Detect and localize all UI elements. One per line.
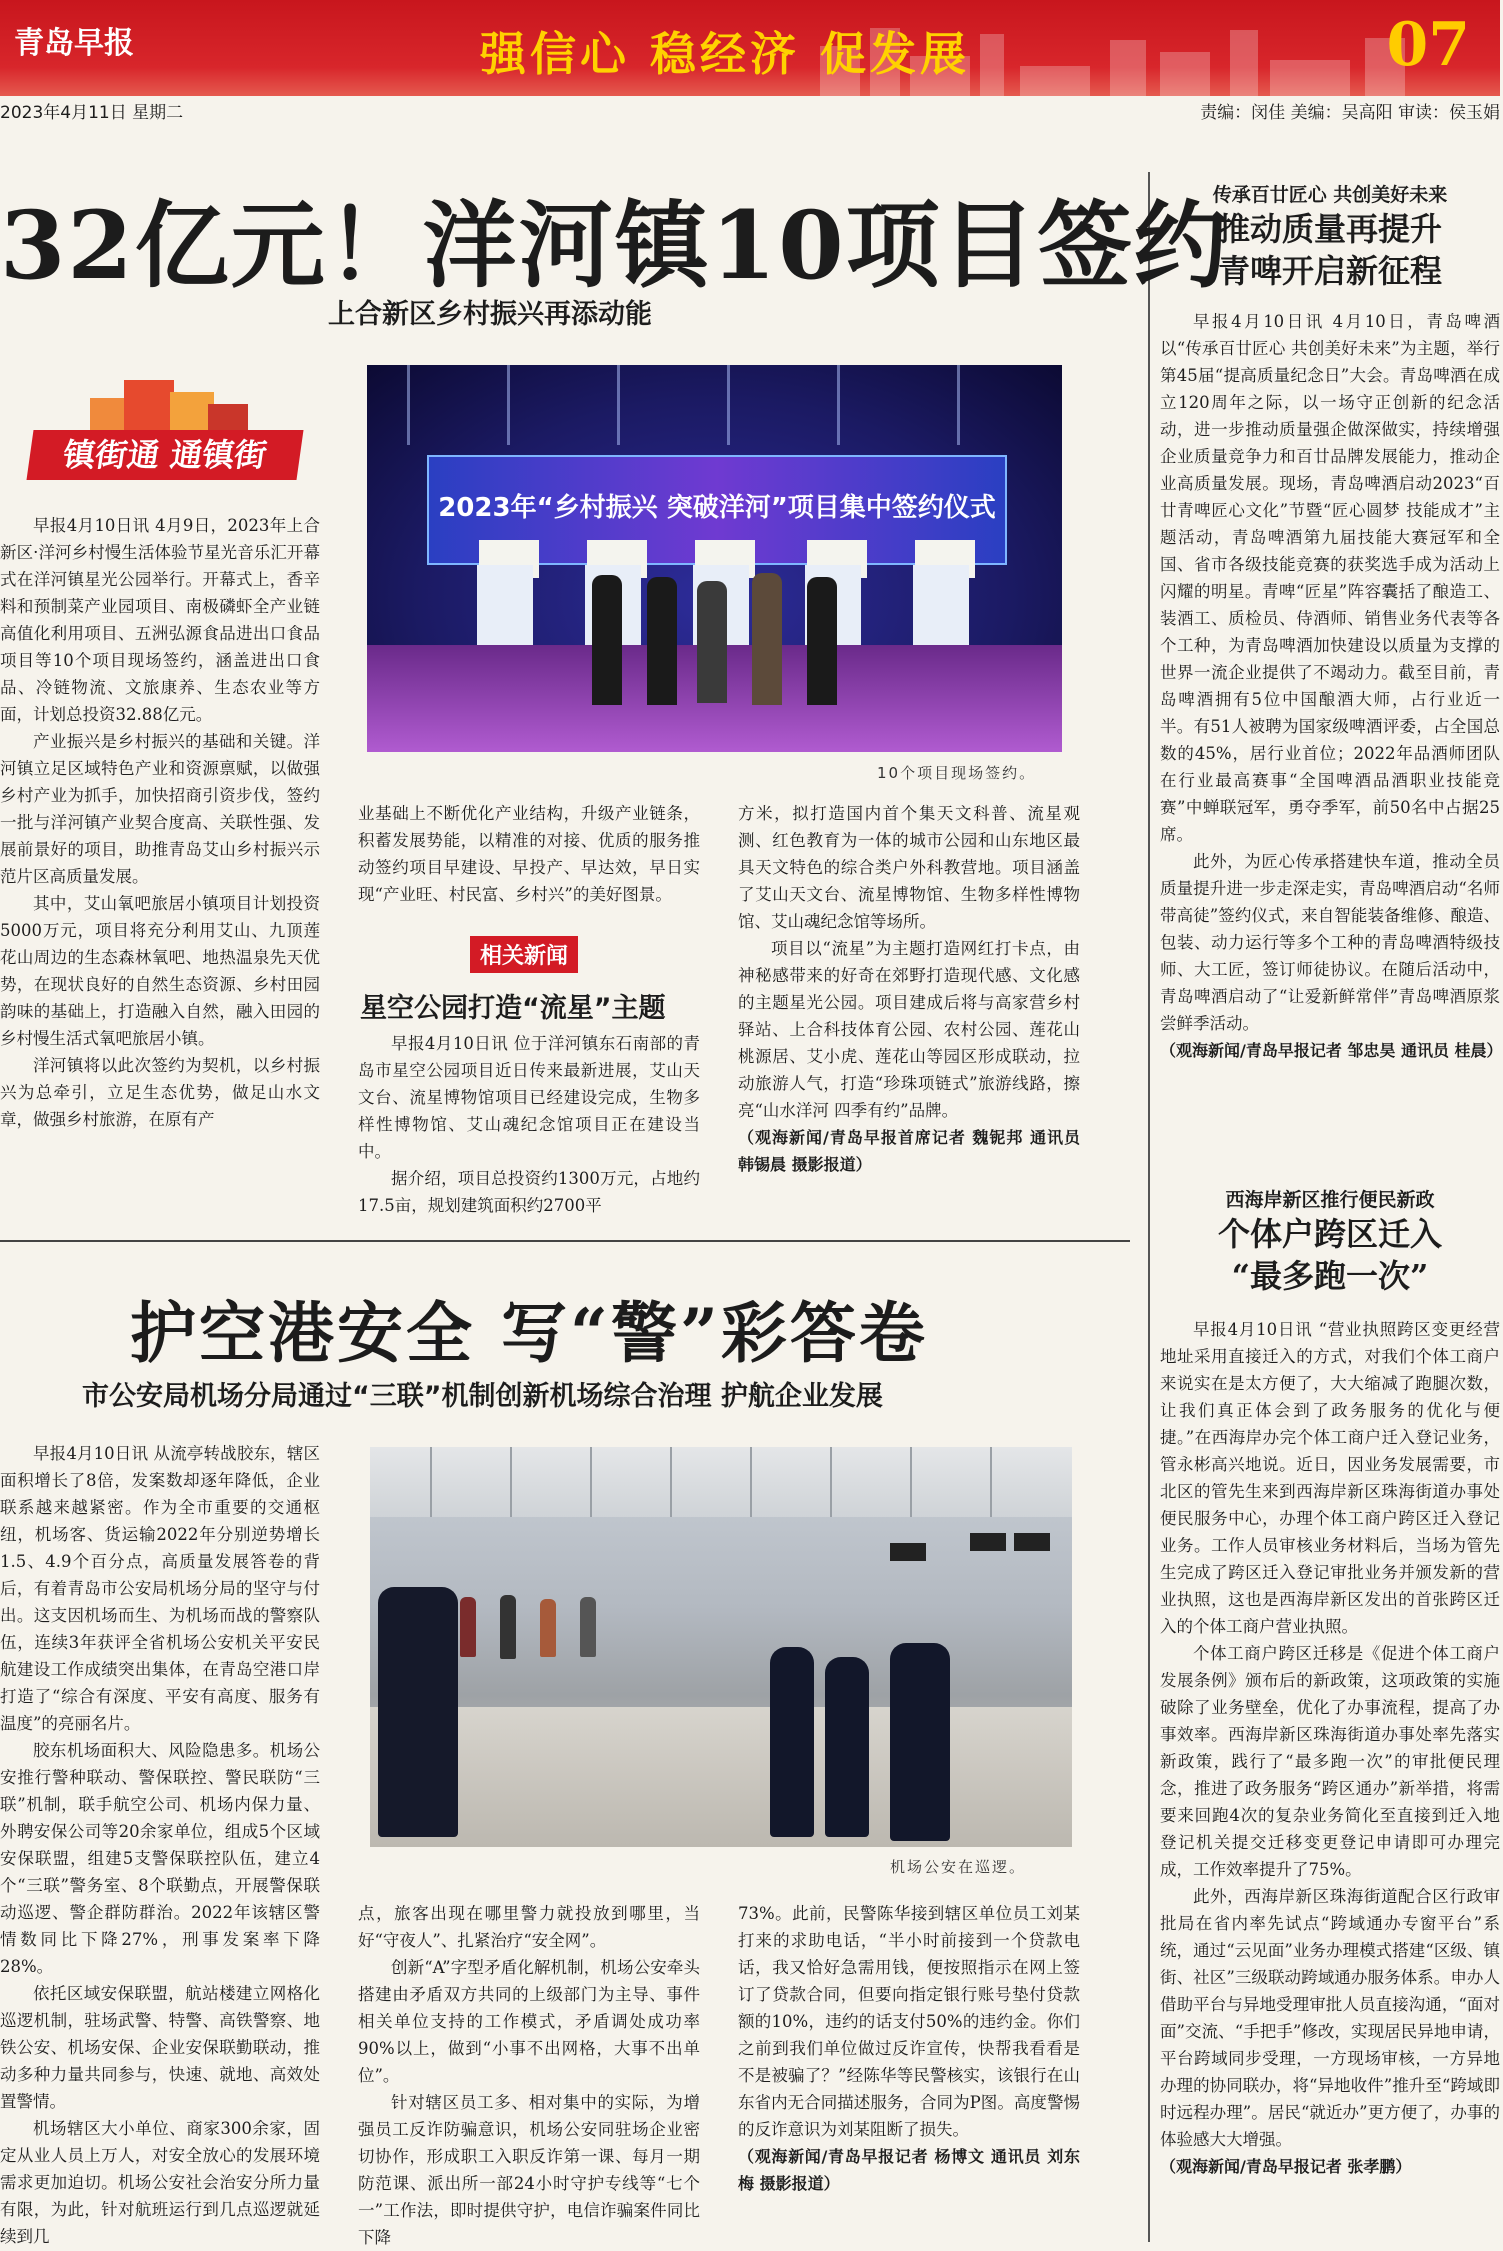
story2-para: 早报4月10日讯 从流亭转战胶东，辖区面积增长了8倍，发案数却逐年降低，企业联系越来越紧密。作为全市重要的交通枢纽，机场客、货运输2022年分别逆势增长1.5、4.9个百分点，高质量发展答卷的背后，有着青岛市公安局机场分局的坚守与付出。这支因机场而生、为机场而战的警察队伍，连续3年获评全省机场公安机关平安民航建设工作成绩突出集体，在青岛空港口岸打造了“综合有深度、平安有高度、服务有温度”的亮丽名片。	[0, 1444, 320, 1733]
story2-para: 针对辖区员工多、相对集中的实际，为增强员工反诈防骗意识，机场公安同驻场企业密切协作，形成职工入职反诈第一课、每月一期防范课、派出所一部24小时守护专线等“七个一”工作法，即时提供守护，电信诈骗案件同比下降	[358, 2093, 700, 2247]
column-divider	[1148, 172, 1150, 2242]
page-slogan: 强信心 稳经济 促发展	[480, 27, 971, 81]
sidebar1-body	[1160, 308, 1503, 1138]
paper-logo: 青岛早报	[14, 26, 134, 61]
related-para: 早报4月10日讯 位于洋河镇东石南部的青岛市星空公园项目近日传来最新进展，艾山天文台、流星博物馆项目已经建设完成，生物多样性博物馆、艾山魂纪念馆项目正在建设当中。	[358, 1034, 700, 1161]
story2-column-1	[0, 1440, 320, 2246]
story1-para: 早报4月10日讯 4月9日，2023年上合新区·洋河乡村慢生活体验节星光音乐汇开幕式在洋河镇星光公园举行。开幕式上，香辛料和预制菜产业园项目、南极磷虾全产业链高值化利用项目、五洲弘源食品进出口食品项目等10个项目现场签约，涵盖进出口食品、冷链物流、文旅康养、生态农业等方面，计划总投资32.88亿元。	[0, 516, 320, 724]
houses-icon	[90, 372, 250, 432]
story1-para: 其中，艾山氧吧旅居小镇项目计划投资5000万元，项目将充分利用艾山、九顶莲花山周边的生态森林氧吧、地热温泉先天优势，在现状良好的自然生态资源、乡村田园韵味的基础上，打造融入自然，融入田园的乡村慢生活式氧吧旅居小镇。	[0, 894, 320, 1048]
photo2-caption: 机场公安在巡逻。	[890, 1858, 1027, 1876]
stage-screen-text: 2023年“乡村振兴 突破洋河”项目集中签约仪式	[438, 493, 996, 523]
story1-para: 项目以“流星”为主题打造网红打卡点，由神秘感带来的好奇在郊野打造现代感、文化感的主题星光公园。项目建成后将与高家营乡村驿站、上合科技体育公园、农村公园、莲花山桃源居、艾小虎、莲花山等园区形成联动，拉动旅游人气，打造“珍珠项链式”旅游线路，擦亮“山水洋河 四季有约”品牌。	[738, 939, 1080, 1120]
sidebar2-title-1: 个体户跨区迁入	[1217, 1215, 1442, 1253]
story1-para: 方米，拟打造国内首个集天文科普、流星观测、红色教育为一体的城市公园和山东地区最具天文特色的综合类户外科教营地。项目涵盖了艾山天文台、流星博物馆、生物多样性博物馆、艾山魂纪念馆等场所。	[738, 804, 1080, 931]
story2-para: 创新“A”字型矛盾化解机制，机场公安牵头搭建由矛盾双方共同的上级部门为主导、事件相关单位支持的工作模式，矛盾调处成功率90%以上，做到“小事不出网格，大事不出单位”。	[358, 1958, 700, 2085]
story2-subheadline: 市公安局机场分局通过“三联”机制创新机场综合治理 护航企业发展	[82, 1381, 883, 1412]
story2-para: 73%。此前，民警陈华接到辖区单位员工刘某打来的求助电话，“半小时前接到一个贷款电话，我又恰好急需用钱，便按照指示在网上签订了贷款合同，但要向指定银行账号垫付贷款额的10%，违约的话支付50%的违约金。你们之前到我们单位做过反诈宣传，快帮我看看是不是被骗了？”经陈华等民警核实，该银行在山东省内无合同描述服务，合同为P图。高度警惕的反诈意识为刘某阻断了损失。	[738, 1904, 1080, 2139]
sidebar1-para: 此外，为匠心传承搭建快车道，推动全员质量提升进一步走深走实，青岛啤酒启动“名师带高徒”签约仪式，来自智能装备维修、酿造、包装、动力运行等多个工种的青岛啤酒特级技师、大工匠，签订师徒协议。在随后活动中，青岛啤酒启动了“让爱新鲜常伴”青岛啤酒原浆尝鲜季活动。	[1160, 852, 1500, 1033]
sidebar1-credit: （观海新闻/青岛早报记者 邹忠昊 通讯员 桂晨）	[1160, 1041, 1503, 1060]
sidebar2-para: 此外，西海岸新区珠海街道配合区行政审批局在省内率先试点“跨域通办专窗平台”系统，通过“云见面”业务办理模式搭建“区级、镇街、社区”三级联动跨域通办服务体系。申办人借助平台与异地受理审批人员直接沟通，“面对面”交流、“手把手”修改，实现居民异地申请，平台跨域同步受理，一方现场审核，一方异地办理的协同联办，将“异地收件”推升至“跨域即时远程办理”。居民“就近办”更方便了，办事的体验感大大增强。	[1160, 1887, 1500, 2149]
story1-column-3	[738, 800, 1080, 1220]
story2-column-2	[358, 1900, 700, 2247]
sidebar1-para: 早报4月10日讯 4月10日，青岛啤酒以“传承百廿匠心 共创美好未来”为主题，举行第45届“提高质量纪念日”大会。青岛啤酒在成立120周年之际，以一场守正创新的纪念活动，进一步推动质量强企做深做实，持续增强企业质量竞争力和百廿品牌发展能力，推动企业高质量发展。现场，青岛啤酒启动2023“百廿青啤匠心文化”节暨“匠心圆梦 技能成才”主题活动，青岛啤酒第九届技能大赛冠军和全国、省市各级技能竞赛的获奖选手成为活动上闪耀的明星。青啤“匠星”阵容囊括了酿造工、装酒工、质检员、侍酒师、销售业务代表等各个工种，为青岛啤酒加快建设以质量为支撑的世界一流企业提供了不竭动力。截至目前，青岛啤酒拥有5位中国酿酒大师，占行业近一半。有51人被聘为国家级啤酒评委，占全国总数的45%，居行业首位；2022年品酒师团队在行业最高赛事“全国啤酒品酒职业技能竞赛”中蝉联冠军，勇夺季军，前50名中占据25席。	[1160, 312, 1500, 844]
story2-para: 机场辖区大小单位、商家300余家，固定从业人员上万人，对安全放心的发展环境需求更加迫切。机场公安社会治安分所力量有限，为此，针对航班运行到几点巡逻就延续到几	[0, 2119, 320, 2246]
masthead	[0, 0, 1500, 96]
story1-column-2	[358, 800, 700, 922]
sidebar2-body	[1160, 1316, 1500, 2236]
page-number: 07	[1386, 10, 1470, 80]
badge-label: 镇街通 通镇街	[26, 430, 303, 480]
story2-credit: （观海新闻/青岛早报记者 杨博文 通讯员 刘东梅 摄影报道）	[738, 2147, 1080, 2193]
sidebar1-title-1: 推动质量再提升	[1217, 210, 1442, 248]
editor-credits: 责编：闵佳 美编：吴高阳 审读：侯玉娟	[1200, 103, 1500, 123]
photo1-caption: 10个项目现场签约。	[877, 764, 1037, 782]
column-badge	[30, 372, 300, 490]
related-title: 星空公园打造“流星”主题	[360, 993, 666, 1024]
sidebar2-para: 个体工商户跨区迁移是《促进个体工商户发展条例》颁布后的新政策，这项政策的实施破除了业务壁垒，优化了办事流程，提高了办事效率。西海岸新区珠海街道办事处率先落实新政策，践行了“最多跑一次”的审批便民理念，推进了政务服务“跨区通办”新举措，将需要来回跑4次的复杂业务简化至直接到迁入地登记机关提交迁移变更登记申请即可办理完成，工作效率提升了75%。	[1160, 1644, 1500, 1879]
story1-para: 业基础上不断优化产业结构，升级产业链条，积蓄发展势能，以精准的对接、优质的服务推动签约项目早建设、早投产、早达效，早日实现“产业旺、村民富、乡村兴”的美好图景。	[358, 804, 700, 904]
story1-headline: 32亿元！洋河镇10项目签约	[0, 191, 1230, 301]
story2-para: 依托区域安保联盟，航站楼建立网格化巡逻机制，驻场武警、特警、高铁警察、地铁公安、机场安保、企业安保联勤联动，推动多种力量共同参与，快速、就地、高效处置警情。	[0, 1984, 320, 2111]
story1-subheadline: 上合新区乡村振兴再添动能	[328, 299, 652, 330]
sidebar1-title-2: 青啤开启新征程	[1217, 252, 1442, 290]
story2-para: 点，旅客出现在哪里警力就投放到哪里，当好“守夜人”、扎紧治疗“安全网”。	[358, 1904, 700, 1950]
story1-credit: （观海新闻/青岛早报首席记者 魏铌邦 通讯员 韩锡晨 摄影报道）	[738, 1128, 1080, 1174]
sidebar2-kicker: 西海岸新区推行便民新政	[1225, 1189, 1435, 1211]
dateline: 2023年4月11日 星期二	[0, 103, 184, 123]
related-news-tag: 相关新闻	[470, 936, 578, 973]
story1-para: 产业振兴是乡村振兴的基础和关键。洋河镇立足区域特色产业和资源禀赋，以做强乡村产业为抓手，加快招商引资步伐，签约一批与洋河镇产业契合度高、关联性强、发展前景好的项目，助推青岛艾山乡村振兴示范片区高质量发展。	[0, 732, 320, 886]
story2-headline: 护空港安全 写“警”彩答卷	[130, 1294, 928, 1372]
sidebar2-title-2: “最多跑一次”	[1231, 1257, 1429, 1295]
signing-ceremony-photo	[367, 365, 1062, 752]
section-divider	[0, 1240, 1130, 1242]
sidebar2-para: 早报4月10日讯 “营业执照跨区变更经营地址采用直接迁入的方式，对我们个体工商户来说实在是太方便了，大大缩减了跑腿次数，让我们真正体会到了政务服务的优化与便捷。”在西海岸办完个体工商户迁入登记业务，管永彬高兴地说。近日，因业务发展需要，市北区的管先生来到西海岸新区珠海街道办事处便民服务中心，办理个体工商户跨区迁入登记业务。工作人员审核业务材料后，当场为管先生完成了跨区迁入登记审批业务并颁发新的营业执照，这也是西海岸新区发出的首张跨区迁入的个体工商户营业执照。	[1160, 1320, 1500, 1636]
story1-column-1	[0, 512, 320, 1220]
related-body	[358, 1030, 700, 1215]
airport-patrol-photo	[370, 1447, 1072, 1847]
story2-column-3	[738, 1900, 1080, 2240]
story2-para: 胶东机场面积大、风险隐患多。机场公安推行警种联动、警保联控、警民联防“三联”机制，联手航空公司、机场内保力量、外聘安保公司等20余家单位，组成5个区域安保联盟，组建5支警保联控队伍，建立4个“三联”警务室、8个联勤点，开展警保联动巡逻、警企群防群治。2022年该辖区警情数同比下降27%，刑事发案率下降28%。	[0, 1741, 320, 1976]
story1-para: 洋河镇将以此次签约为契机，以乡村振兴为总牵引，立足生态优势，做足山水文章，做强乡村旅游，在原有产	[0, 1056, 320, 1129]
sidebar2-credit: （观海新闻/青岛早报记者 张孝鹏）	[1160, 2157, 1412, 2176]
related-para: 据介绍，项目总投资约1300万元，占地约17.5亩，规划建筑面积约2700平	[358, 1169, 700, 1215]
sidebar1-kicker: 传承百廿匠心 共创美好未来	[1212, 184, 1448, 206]
